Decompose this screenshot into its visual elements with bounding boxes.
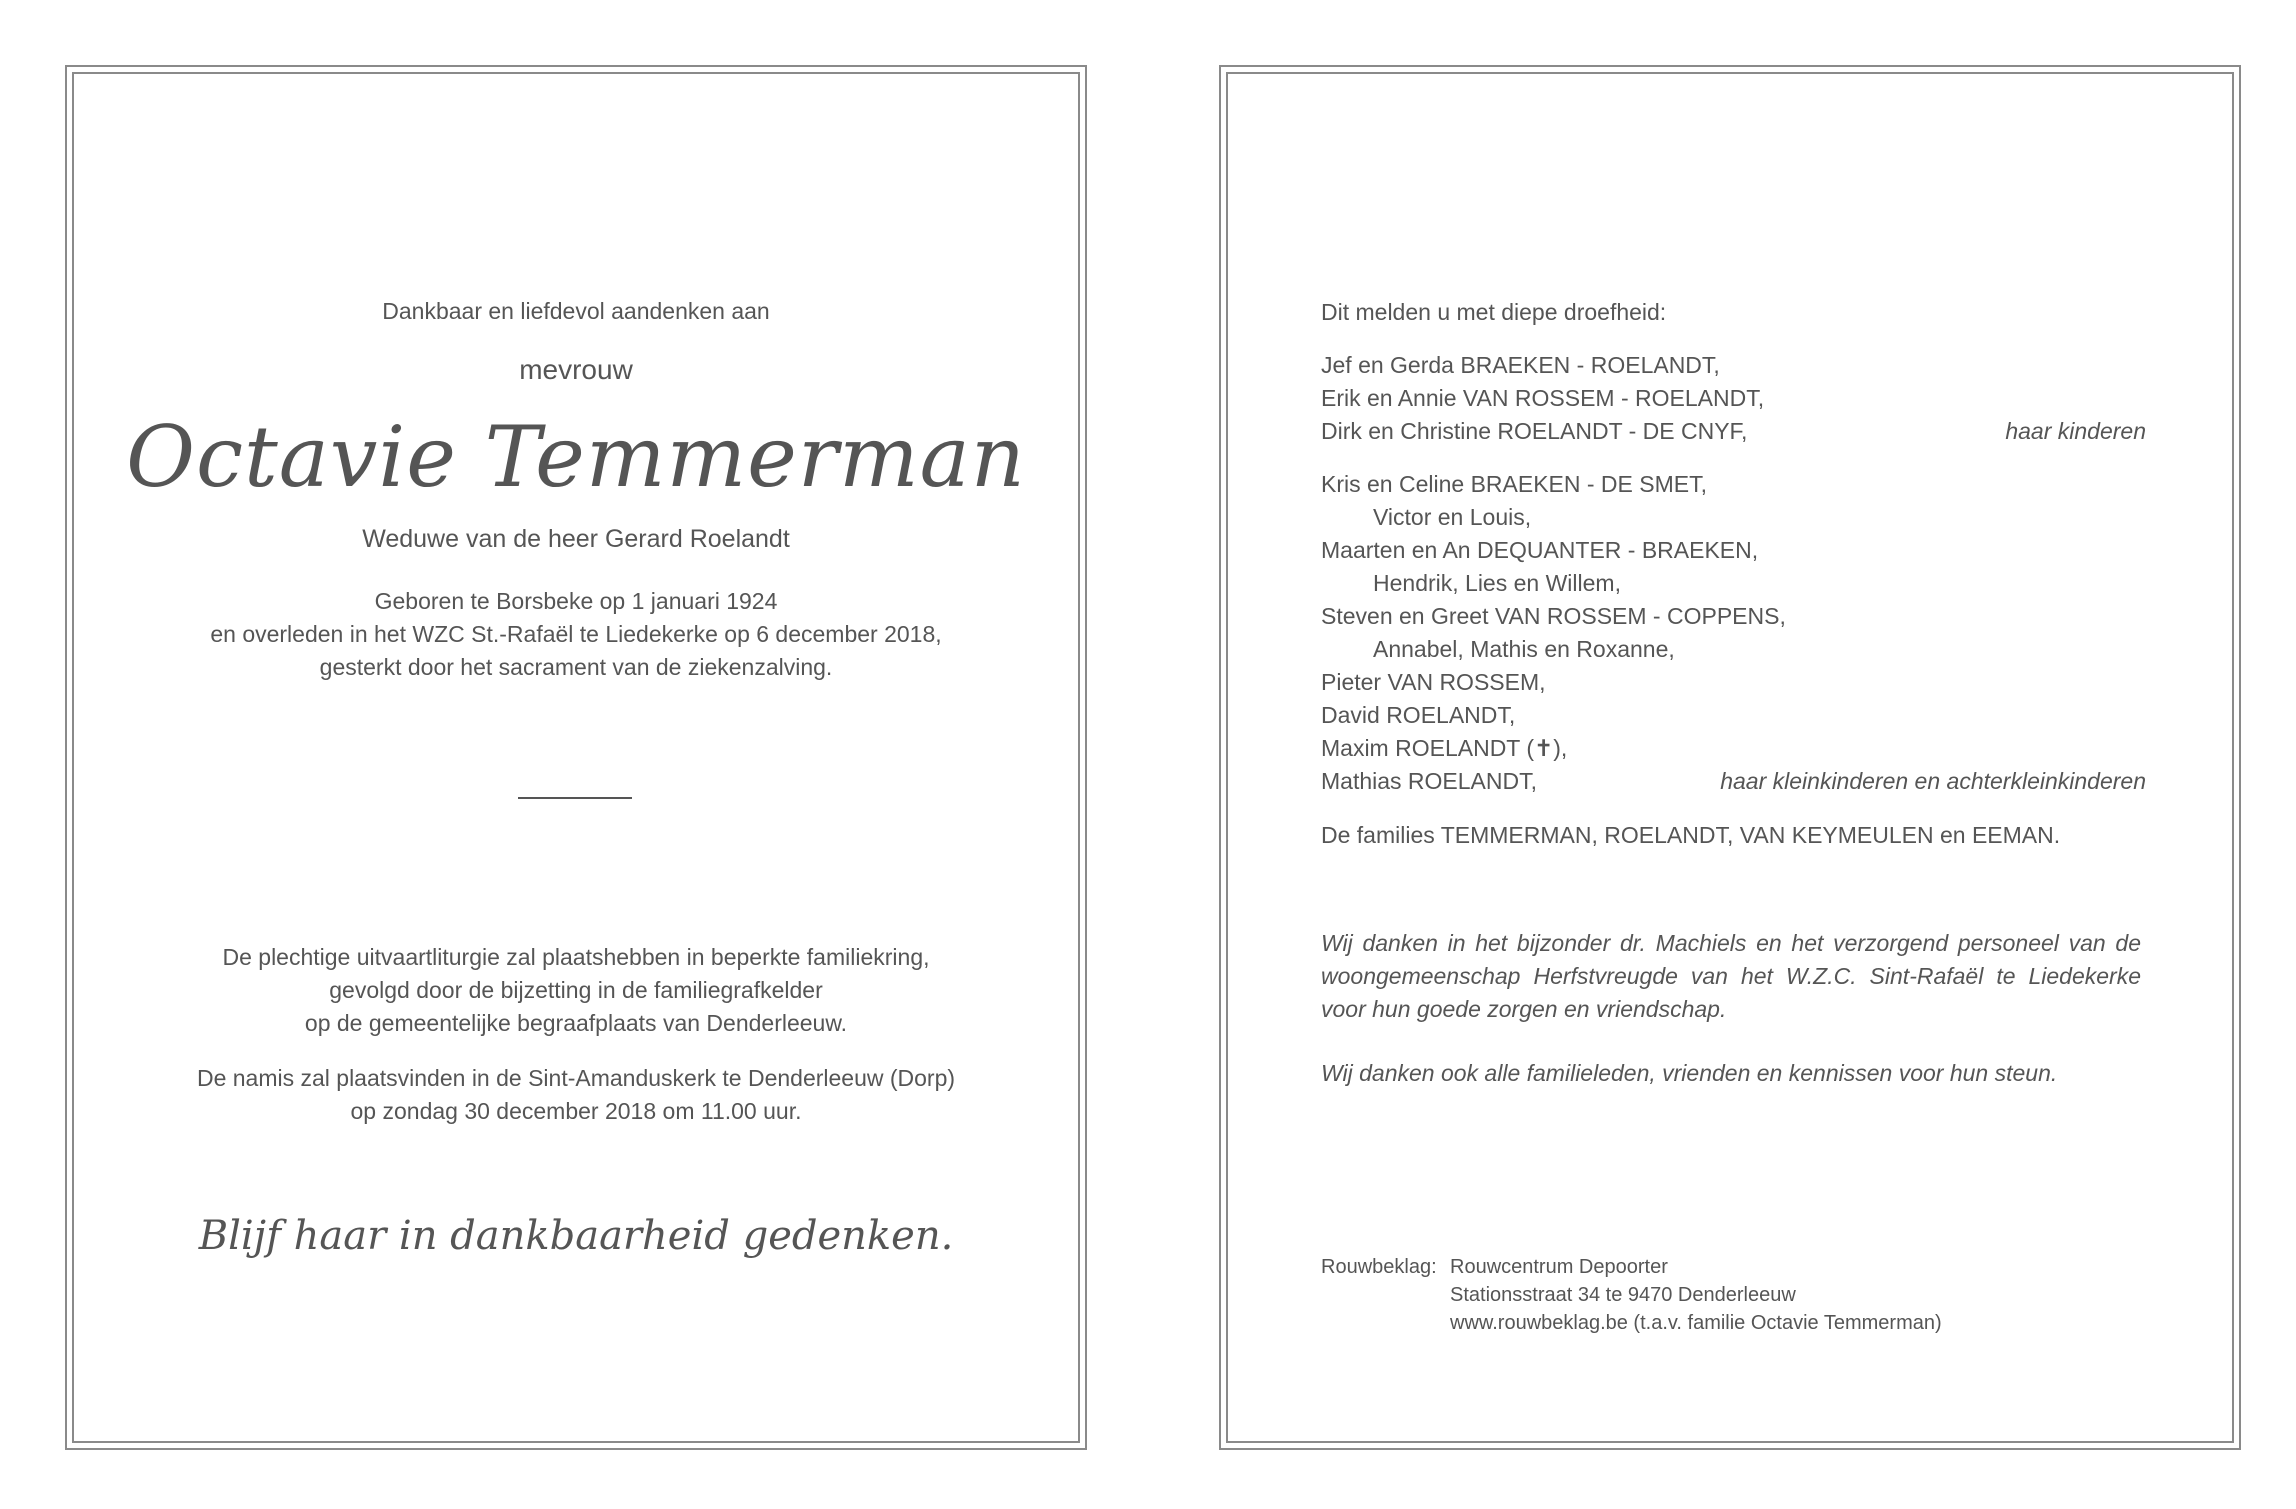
child-line: Dirk en Christine ROELANDT - DE CNYF, — [1321, 418, 1748, 444]
grandchild-line: Annabel, Mathis en Roxanne, — [1373, 636, 1675, 662]
grandchild-line: Hendrik, Lies en Willem, — [1373, 570, 1621, 596]
grandchild-line: Maxim ROELANDT (✝), — [1321, 735, 1568, 761]
thanks-paragraph-2: Wij danken ook alle familieleden, vrienden en kennissen voor hun steun. — [1321, 1060, 2058, 1086]
condolence-website: www.rouwbeklag.be (t.a.v. familie Octavie Temmerman) — [1450, 1312, 1942, 1334]
condolence-line: Rouwcentrum Depoorter — [1450, 1256, 1668, 1278]
deceased-name: Octavie Temmerman — [126, 408, 1026, 506]
child-line: Jef en Gerda BRAEKEN - ROELANDT, — [1321, 352, 1720, 378]
divider — [518, 797, 632, 799]
child-line: Erik en Annie VAN ROSSEM - ROELANDT, — [1321, 385, 1765, 411]
memorial-card-back — [1219, 65, 2241, 1450]
grandchild-line: Steven en Greet VAN ROSSEM - COPPENS, — [1321, 603, 1786, 629]
memorial-card-front — [65, 65, 1087, 1450]
families-text: De families TEMMERMAN, ROELANDT, VAN KEYMEULEN en EEMAN. — [1321, 822, 2061, 848]
grandchild-line: Victor en Louis, — [1373, 504, 1532, 530]
children-note: haar kinderen — [2005, 418, 2146, 444]
grandchild-line: Pieter VAN ROSSEM, — [1321, 669, 1546, 695]
intro-text: Dankbaar en liefdevol aandenken aan — [382, 298, 770, 324]
condolence-line: Stationsstraat 34 te 9470 Denderleeuw — [1450, 1284, 1796, 1306]
grandchild-line: Kris en Celine BRAEKEN - DE SMET, — [1321, 471, 1708, 497]
born-text: Geboren te Borsbeke op 1 januari 1924 — [374, 588, 778, 614]
grandchild-line: David ROELANDT, — [1321, 702, 1516, 728]
condolence-label: Rouwbeklag: — [1321, 1256, 1437, 1278]
closing-text: Blijf haar in dankbaarheid gedenken. — [198, 1213, 954, 1259]
funeral-line: op de gemeentelijke begraafplaats van Denderleeuw. — [304, 1010, 848, 1036]
thanks-paragraph: Wij danken in het bijzonder dr. Machiels en het verzorgend personeel van de woongemeenschap Herfstvreugde van het W.Z.C. Sint-Rafaël te Liedekerke voor hun goede zorgen en vriendschap. — [1321, 930, 2141, 1022]
grandchildren-note: haar kleinkinderen en achterkleinkinderen — [1720, 768, 2146, 794]
funeral-line: De plechtige uitvaartliturgie zal plaatshebben in beperkte familiekring, — [222, 944, 930, 970]
announce-text: Dit melden u met diepe droefheid: — [1321, 299, 1667, 325]
funeral-line: gevolgd door de bijzetting in de familiegrafkelder — [329, 977, 823, 1003]
grandchild-line: Mathias ROELANDT, — [1321, 768, 1538, 794]
spouse-text: Weduwe van de heer Gerard Roelandt — [362, 525, 790, 553]
title-text: mevrouw — [519, 354, 633, 385]
sacrament-text: gesterkt door het sacrament van de ziekenzalving. — [319, 654, 833, 680]
mass-line: De namis zal plaatsvinden in de Sint-Amanduskerk te Denderleeuw (Dorp) — [196, 1065, 956, 1091]
grandchild-line: Maarten en An DEQUANTER - BRAEKEN, — [1321, 537, 1759, 563]
died-text: en overleden in het WZC St.-Rafaël te Liedekerke op 6 december 2018, — [210, 621, 942, 647]
mass-line: op zondag 30 december 2018 om 11.00 uur. — [350, 1098, 802, 1124]
